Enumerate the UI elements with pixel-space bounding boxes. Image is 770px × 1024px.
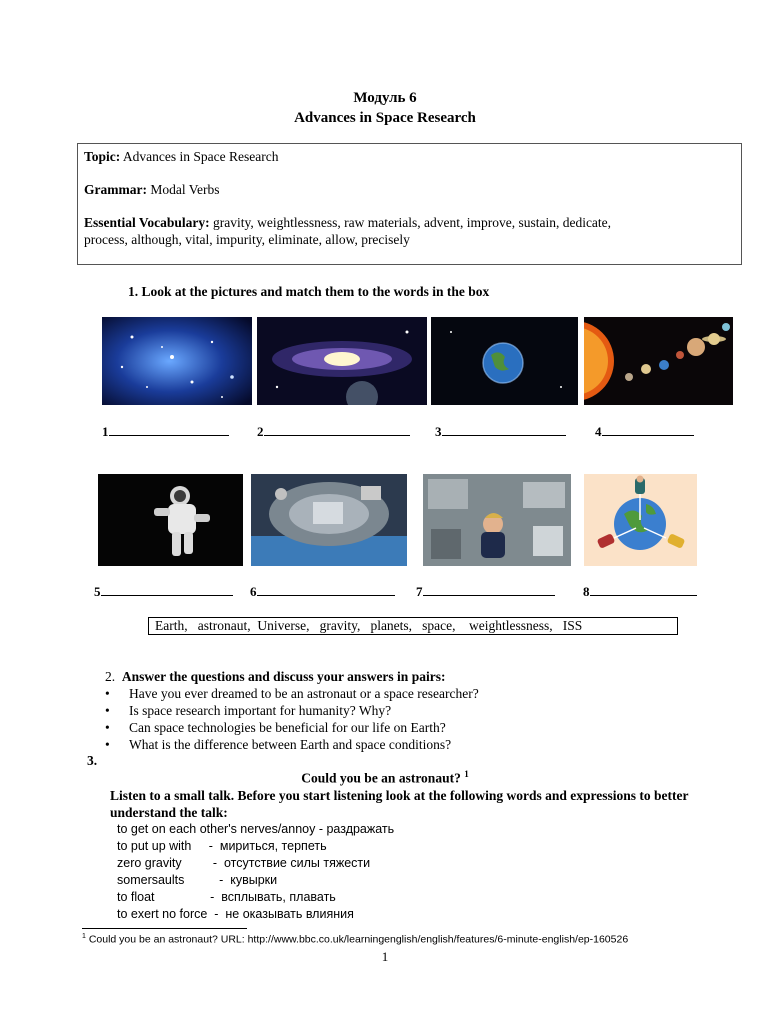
task2-number: 2. (105, 669, 116, 684)
task1-heading: 1. Look at the pictures and match them to the words in the box (128, 284, 490, 299)
grammar-label: Grammar: (84, 182, 147, 197)
vocab-item: to float - всплывать, плавать (117, 890, 336, 904)
answer-blank[interactable]: 3 (435, 424, 566, 440)
picture-solar-system-planets (584, 317, 733, 405)
answer-blank[interactable]: 4 (595, 424, 694, 440)
topic-label: Topic: (84, 149, 121, 164)
answer-blank[interactable]: 2 (257, 424, 410, 440)
footnote-number: 1 (82, 933, 86, 940)
vocab-item: to exert no force - не оказывать влияния (117, 907, 354, 921)
vocab-item: zero gravity - отсутствие силы тяжести (117, 856, 371, 870)
answer-blank[interactable]: 7 (416, 584, 555, 600)
picture-earth-globe (431, 317, 578, 405)
task3-instruction: Listen to a small talk. Before you start listening look at the following words and expressions to better understand the talk: (110, 788, 689, 820)
info-box (77, 143, 742, 265)
vocab-label: Essential Vocabulary: (84, 215, 210, 230)
grammar-value: Modal Verbs (150, 182, 220, 197)
task2-heading (105, 668, 445, 685)
picture-galaxy-star-field (102, 317, 252, 405)
vocab-item: to put up with - мириться, терпеть (117, 839, 327, 853)
picture-spiral-galaxy (257, 317, 427, 405)
list-item: • Have you ever dreamed to be an astronaut or a space researcher? (105, 686, 479, 701)
picture-floating-astronaut (423, 474, 571, 566)
footnote-divider (82, 928, 247, 929)
task3-title: Could you be an astronaut? $^1$ (301, 769, 469, 786)
vocab-line-1: gravity, weightlessness, raw materials, advent, improve, sustain, dedicate, (213, 215, 612, 230)
task2-heading-text: Answer the questions and discuss your answers in pairs: (121, 669, 446, 684)
answer-blank[interactable]: 1 (102, 424, 229, 440)
picture-gravity-diagram (584, 474, 697, 566)
list-item: • Can space technologies be beneficial for our life on Earth? (105, 720, 446, 735)
page-number: 1 (381, 949, 389, 964)
vocab-item: to get on each other's nerves/annoy - раздражать (117, 822, 395, 836)
picture-space-station-interior (251, 474, 407, 566)
picture-astronaut-spacewalk (98, 474, 243, 566)
footnote-text: Could you be an astronaut? URL: http://www.bbc.co.uk/learningenglish/english/features/6-minute-english/ep-160526 (88, 933, 629, 946)
vocab-line-2: process, although, vital, impurity, eliminate, allow, precisely (84, 232, 410, 247)
footnote (82, 933, 628, 946)
list-item: • Is space research important for humanity? Why? (105, 703, 392, 718)
answer-blank[interactable]: 6 (250, 584, 395, 600)
answer-blank[interactable]: 5 (94, 584, 233, 600)
answer-blank[interactable]: 8 (583, 584, 697, 600)
footnote-ref: 1 (464, 769, 469, 779)
task3-number: 3. (87, 753, 98, 768)
topic-value: Advances in Space Research (122, 149, 279, 164)
list-item: • What is the difference between Earth and space conditions? (105, 737, 452, 752)
page-title: Advances in Space Research (294, 110, 476, 126)
word-box: Earth, astronaut, Universe, gravity, planets, space, weightlessness, ISS (148, 617, 678, 635)
vocab-item: somersaults - кувырки (117, 873, 278, 887)
module-label: Модуль 6 (353, 90, 417, 106)
